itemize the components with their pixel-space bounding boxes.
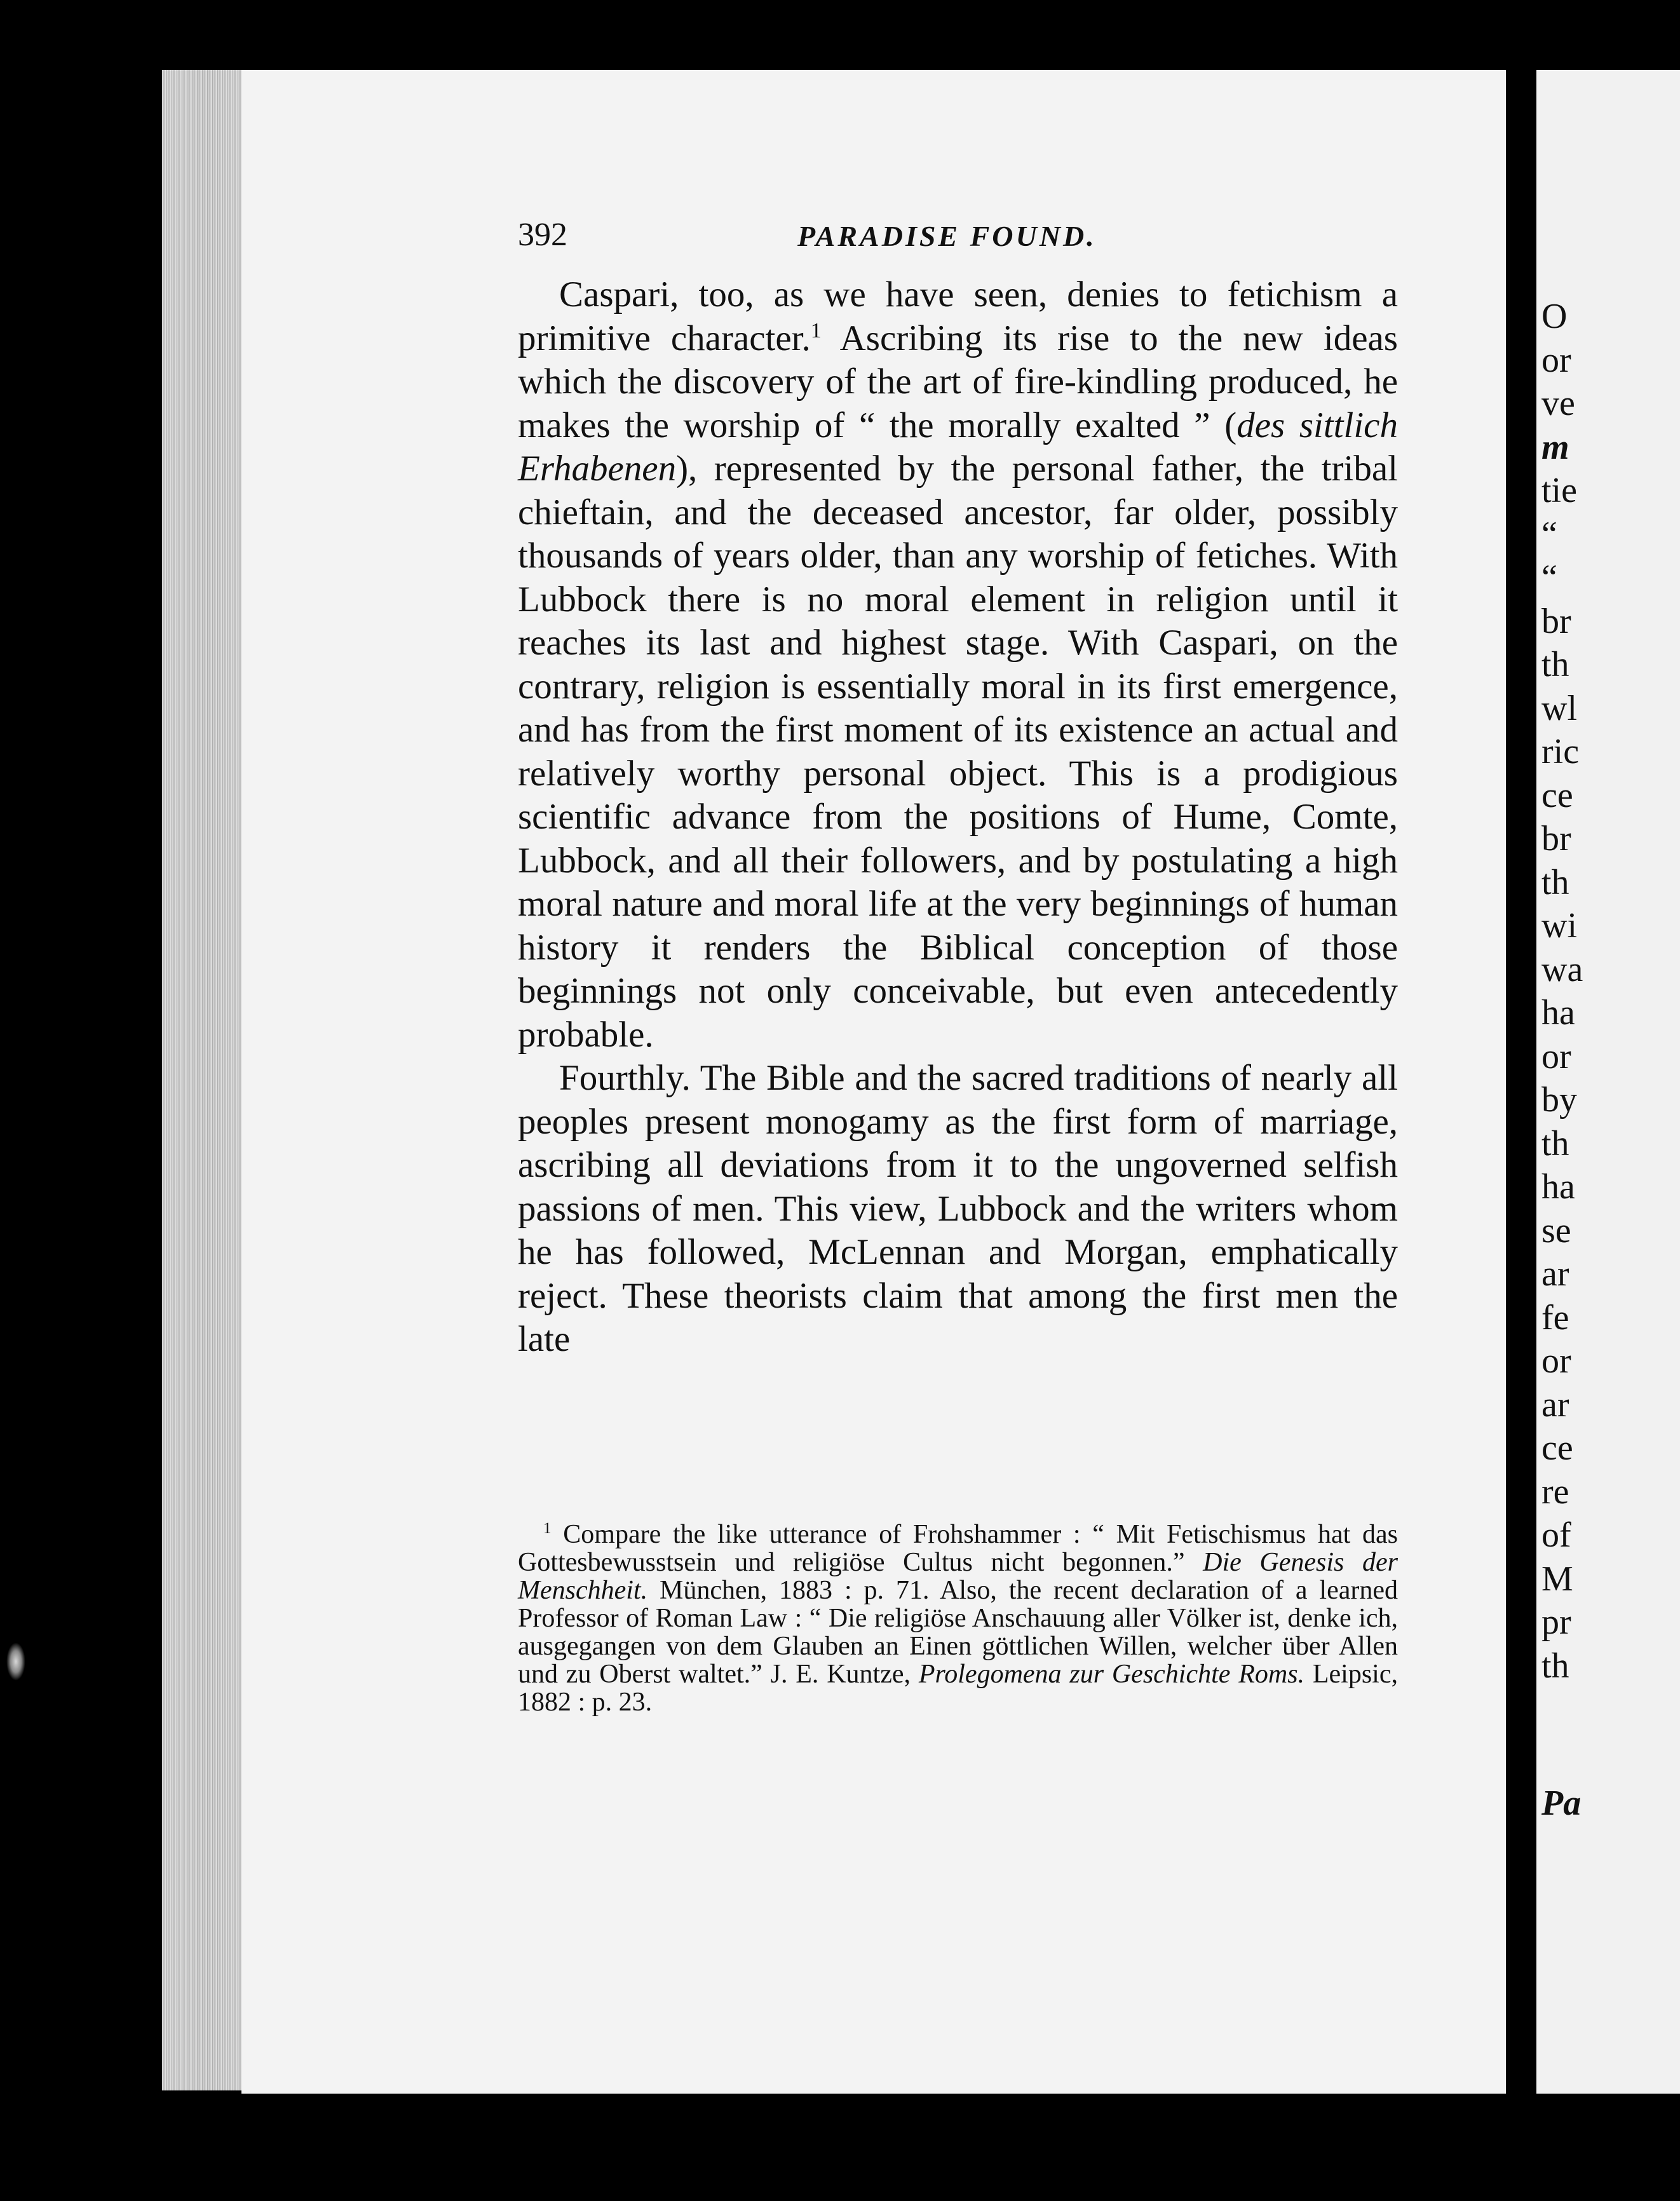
- facing-page-fragment: re: [1541, 1472, 1569, 1512]
- facing-page-fragment: ar: [1541, 1254, 1569, 1294]
- footnote-text-a: Compare the like utterance of Frohshammer : “ Mit Fetischismus hat das Gottesbewusstsein und religiöse Cultus nicht begonnen.”: [518, 1520, 1398, 1577]
- footnote-number: 1: [543, 1520, 552, 1537]
- footnote-text-c: Leipsic, 1882 : p. 23.: [518, 1660, 1398, 1717]
- facing-page-fragment: ce: [1541, 1428, 1573, 1468]
- facing-page-fragment: wi: [1541, 906, 1577, 945]
- facing-page-fragment: by: [1541, 1080, 1577, 1120]
- p1-text-b: Ascribing its rise to the new ideas which the discovery of the art of fire-kindling produced, he makes the worship of “ the morally exalted ” (: [518, 318, 1398, 445]
- paragraph-1: [518, 273, 1398, 1057]
- facing-page-fragment: fe: [1541, 1297, 1569, 1338]
- facing-page-fragment: th: [1541, 1123, 1569, 1163]
- p1-italic: des sittlich Erhabenen: [518, 405, 1398, 489]
- facing-page-fragment: “: [1541, 514, 1557, 554]
- facing-page-fragment: Pa: [1541, 1784, 1582, 1823]
- facing-page-fragment: br: [1541, 819, 1571, 858]
- facing-page-fragment: th: [1541, 1646, 1569, 1686]
- main-text: [518, 273, 1398, 1362]
- facing-page-fragment: wa: [1541, 949, 1583, 989]
- facing-page-fragment: se: [1541, 1210, 1571, 1250]
- book-gutter: [1506, 0, 1536, 2201]
- facing-page-fragment: th: [1541, 645, 1569, 684]
- scan-artifact: [6, 1642, 25, 1681]
- facing-page-fragment: or: [1541, 1341, 1571, 1381]
- facing-page-fragment: ce: [1541, 775, 1573, 815]
- footnote: [518, 1520, 1398, 1716]
- page-stack-edges: [162, 70, 251, 2090]
- facing-page-fragment: or: [1541, 340, 1571, 380]
- footnote-1: [518, 1520, 1398, 1716]
- page-number: 392: [518, 217, 567, 253]
- facing-page-fragment: of: [1541, 1515, 1571, 1555]
- facing-page-fragment: br: [1541, 601, 1571, 641]
- p1-text-a: Caspari, too, as we have seen, denies to fetichism a primitive character.: [518, 274, 1398, 358]
- facing-page-fragment: “: [1541, 558, 1557, 597]
- footnote-text-b: München, 1883 : p. 71. Also, the recent declaration of a learned Professor of Roman Law : “ Die religiöse Anschauung aller Völker ist, denke ich, ausgegangen von dem Glauben an Einen göttlichen Willen, welcher über Allen und zu Oberst waltet.” J. E. Kuntze,: [518, 1576, 1398, 1689]
- facing-page-fragment: tie: [1541, 471, 1577, 510]
- paragraph-2: Fourthly. The Bible and the sacred traditions of nearly all peoples present monogamy as the first form of marriage, ascribing all deviations from it to the ungoverned selfish passions of men. This view, Lubbock and the writers whom he has followed, McLennan and Morgan, emphatically reject. These theorists claim that among the first men the late: [518, 1058, 1398, 1359]
- facing-page: [1536, 70, 1680, 2094]
- facing-page-fragment: or: [1541, 1036, 1571, 1076]
- facing-page-fragment: ar: [1541, 1385, 1569, 1425]
- footnote-italic-2: Prolegomena zur Geschichte Roms.: [918, 1660, 1305, 1689]
- facing-page-fragment: ric: [1541, 732, 1580, 771]
- footnote-ref: 1: [810, 318, 822, 342]
- facing-page-fragment: ha: [1541, 1167, 1575, 1207]
- footnote-italic-1: Die Genesis der Menschheit.: [518, 1548, 1398, 1605]
- facing-page-fragment: O: [1541, 297, 1568, 336]
- facing-page-fragment: th: [1541, 862, 1569, 902]
- facing-page-fragment: ve: [1541, 384, 1575, 423]
- facing-page-fragment: m: [1541, 427, 1569, 467]
- facing-page-fragment: ha: [1541, 993, 1575, 1033]
- facing-page-fragment: wl: [1541, 688, 1577, 728]
- facing-page-fragment: pr: [1541, 1602, 1571, 1642]
- facing-page-fragment: M: [1541, 1559, 1573, 1599]
- p1-text-c: ), represented by the personal father, the tribal chieftain, and the deceased ancestor, far older, possibly thousands of years older, than any worship of fetiches. With Lubbock there is no moral element in religion until it reaches its last and highest stage. With Caspari, on the contrary, religion is essentially moral in its first emergence, and has from the first moment of its existence an actual and relatively worthy personal object. This is a prodigious scientific advance from the positions of Hume, Comte, Lubbock, and all their followers, and by postulating a high moral nature and moral life at the very beginnings of human history it renders the Biblical conception of those beginnings not only conceivable, but even antecedently probable.: [518, 449, 1398, 1055]
- running-title: PARADISE FOUND.: [797, 220, 1097, 252]
